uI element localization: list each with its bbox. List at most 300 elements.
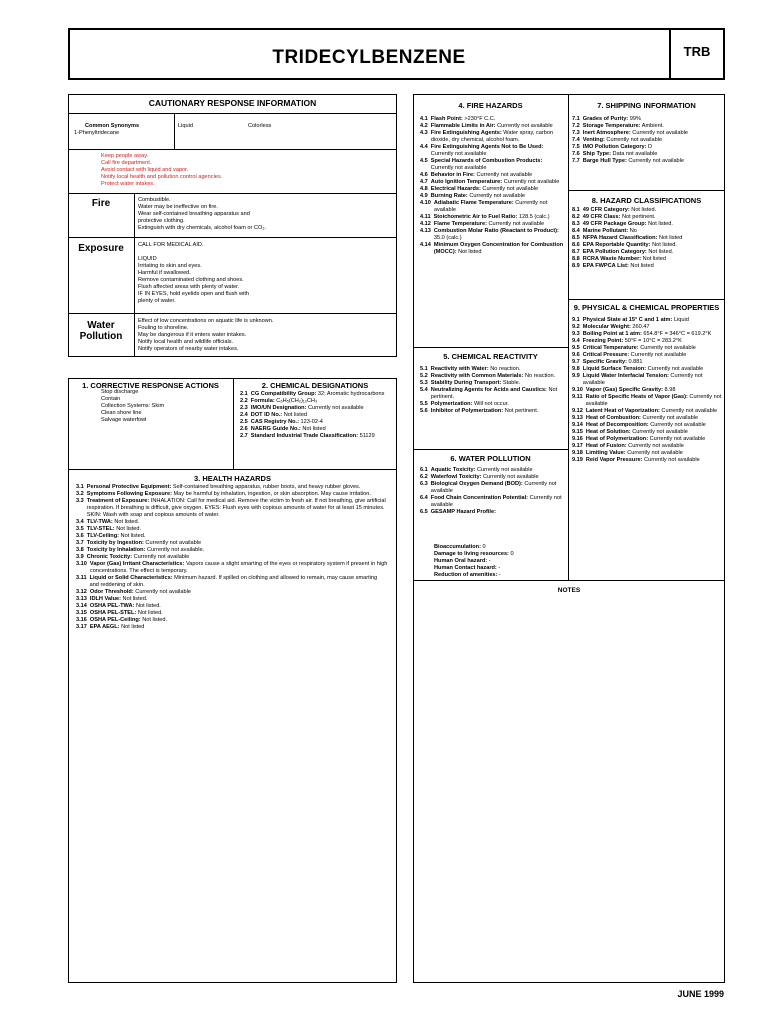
list-item: [572, 249, 722, 256]
list-item: [572, 331, 722, 338]
list-item: [572, 228, 722, 235]
item-label: Heat of Fusion:: [585, 442, 627, 449]
list-item: [572, 436, 722, 443]
item-number: 9.13: [572, 414, 583, 421]
list-item: [76, 540, 388, 547]
item-text: [87, 540, 388, 547]
item-label: Reactivity with Water:: [430, 366, 489, 372]
divider: [68, 113, 397, 114]
fire-line: Water may be ineffective on fire.: [138, 203, 218, 210]
item-text: [90, 561, 388, 575]
exposure-label: Exposure: [78, 243, 124, 254]
item-value: Not listed: [119, 623, 145, 630]
item-number: 4.13: [420, 227, 431, 234]
item-text: [87, 554, 388, 561]
item-label: EPA Pollution Category:: [582, 248, 647, 255]
list-item: [76, 554, 388, 561]
item-text: [583, 249, 722, 256]
list-item: [572, 116, 722, 123]
item-label: Heat of Decomposition:: [585, 421, 649, 428]
item-text: [583, 345, 722, 352]
item-label: Liquid Water Interfacial Tension:: [582, 372, 669, 379]
warning-line: Call fire department.: [101, 159, 152, 166]
item-text: [251, 433, 390, 440]
exposure-lines: [138, 242, 249, 305]
item-label: Fire Extinguishing Agents Not to Be Used:: [430, 143, 544, 150]
item-number: 2.3: [240, 404, 248, 411]
item-label: Standard Industrial Trade Classification:: [250, 432, 359, 439]
item-number: 5.5: [420, 400, 428, 407]
item-number: 9.6: [572, 351, 580, 358]
item-text: [431, 116, 564, 123]
list-item: [572, 207, 722, 214]
fire-line: Extinguish with dry chemicals, alcohol foam or CO₂.: [138, 224, 267, 231]
list-item: [420, 228, 564, 242]
item-text: [434, 544, 564, 551]
item-text: [90, 610, 388, 617]
item-number: 4.12: [420, 220, 431, 227]
item-number: 9.5: [572, 344, 580, 351]
item-label: Ratio of Specific Heats of Vapor (Gas):: [585, 393, 688, 400]
list-item: [76, 519, 388, 526]
item-label: Limiting Value:: [585, 449, 626, 456]
item-label: NAERG Guide No.:: [250, 425, 301, 432]
item-text: [431, 401, 564, 408]
water-line: Effect of low concentrations on aquatic life is unknown.: [138, 318, 274, 324]
exposure-line: Irritating to skin and eyes.: [138, 262, 202, 269]
item-value: No reaction.: [523, 372, 556, 379]
divider: [134, 193, 135, 357]
item-label: Molecular Weight:: [582, 323, 631, 330]
water-label-line: Water: [87, 320, 115, 331]
item-text: [251, 426, 390, 433]
item-number: 3.8: [76, 546, 84, 553]
item-label: CAS Registry No.:: [250, 418, 299, 425]
item-label: Bioaccumulation:: [434, 544, 481, 550]
list-item: [420, 242, 564, 256]
divider: [413, 580, 725, 581]
item-value: Currently not available: [638, 344, 696, 351]
item-number: 7.7: [572, 157, 580, 164]
item-text: [586, 450, 722, 457]
item-text: [87, 547, 388, 554]
item-number: 2.5: [240, 418, 248, 425]
item-number: 3.4: [76, 518, 84, 525]
physical-heading: 9. PHYSICAL & CHEMICAL PROPERTIES: [573, 303, 720, 312]
item-value: Not listed: [641, 255, 666, 262]
item-number: 6.2: [420, 473, 428, 480]
item-text: [586, 422, 722, 429]
item-label: Venting:: [582, 136, 605, 143]
list-item: [572, 324, 722, 331]
item-value: Not listed.: [119, 532, 146, 539]
item-label: EPA AEGL:: [89, 623, 120, 630]
list-item: [76, 575, 388, 589]
item-value: Currently not available: [433, 199, 548, 213]
item-number: 8.4: [572, 227, 580, 234]
item-number: 8.6: [572, 241, 580, 248]
item-text: [434, 221, 564, 228]
item-label: Freezing Point:: [582, 337, 624, 344]
item-number: 4.2: [420, 122, 428, 129]
synonyms-label: Common Synonyms: [85, 123, 140, 129]
fire-line: Wear self-contained breathing apparatus and: [138, 210, 250, 217]
divider: [413, 449, 568, 450]
warning-line: Keep people away.: [101, 153, 149, 159]
item-value: Currently not available: [630, 129, 688, 136]
item-number: 5.6: [420, 407, 428, 414]
item-number: 3.1: [76, 484, 84, 490]
synonym-value: 1-Phenyltridecane: [74, 130, 120, 136]
item-value: 123-02-4: [298, 418, 323, 425]
water-pollution-heading: 6. WATER POLLUTION: [450, 454, 531, 463]
item-value: 50°F = 10°C = 283.2°K: [623, 337, 682, 344]
item-label: Reid Vapor Pressure:: [585, 456, 643, 463]
reactivity-list: [420, 366, 564, 415]
item-label: Chronic Toxicity:: [86, 553, 133, 560]
item-text: [431, 366, 564, 373]
item-number: 9.16: [572, 435, 583, 442]
item-label: Personal Protective Equipment:: [86, 484, 172, 490]
list-item: [572, 415, 722, 422]
item-value: Currently not available: [642, 456, 700, 463]
item-number: 9.17: [572, 442, 583, 449]
item-number: 3.13: [76, 595, 87, 602]
item-number: 8.9: [572, 262, 580, 269]
item-text: [434, 200, 564, 214]
item-label: Inhibitor of Polymerization:: [430, 407, 504, 414]
divider: [68, 149, 397, 150]
item-text: [251, 412, 390, 419]
item-text: [431, 179, 564, 186]
item-label: Special Hazards of Combustion Products:: [430, 157, 543, 164]
item-label: IDLH Value:: [89, 595, 121, 602]
item-label: Minimum Oxygen Concentration for Combustion (MOCC):: [433, 241, 564, 255]
item-number: 9.14: [572, 421, 583, 428]
item-label: Barge Hull Type:: [582, 157, 627, 164]
item-number: 7.3: [572, 129, 580, 136]
item-number: 9.7: [572, 358, 580, 365]
item-label: IMO Pollution Category:: [582, 143, 647, 150]
cautionary-heading: CAUTIONARY RESPONSE INFORMATION: [148, 98, 317, 108]
list-item: [76, 561, 388, 575]
item-label: OSHA PEL-STEL:: [89, 609, 137, 616]
item-label: 49 CFR Category:: [582, 207, 630, 213]
item-value: Currently not available: [430, 480, 557, 494]
list-item: [572, 394, 722, 408]
item-value: 0.881: [626, 358, 643, 365]
list-item: [420, 193, 564, 200]
list-item: [572, 450, 722, 457]
item-text: [431, 193, 564, 200]
item-text: [583, 263, 722, 270]
item-label: Heat of Polymerization:: [585, 435, 649, 442]
item-text: [434, 242, 564, 256]
item-text: [583, 228, 722, 235]
item-value: Currently not available: [648, 421, 706, 428]
list-item: [420, 214, 564, 221]
item-label: Latent Heat of Vaporization:: [585, 407, 660, 414]
item-text: [583, 352, 722, 359]
shipping-list: [572, 116, 722, 165]
list-item: [572, 158, 722, 165]
item-number: 2.7: [240, 432, 248, 439]
item-value: Not pertinent.: [620, 213, 656, 220]
list-item: [240, 433, 390, 440]
list-item: [434, 544, 564, 551]
item-label: Vapor (Gas) Irritant Characteristics:: [89, 560, 185, 567]
item-text: [431, 144, 564, 158]
list-item: [572, 359, 722, 366]
item-number: 5.3: [420, 379, 428, 386]
exposure-line: [138, 249, 249, 256]
item-text: [434, 565, 564, 572]
item-value: Currently not available: [475, 467, 533, 473]
list-item: [572, 408, 722, 415]
list-item: [572, 443, 722, 450]
list-item: [572, 317, 722, 324]
item-text: [583, 366, 722, 373]
item-text: [583, 158, 722, 165]
item-text: [251, 405, 390, 412]
item-value: Not listed.: [134, 602, 161, 609]
item-text: [251, 391, 390, 398]
list-item: [420, 401, 564, 408]
list-item: [572, 387, 722, 394]
shipping-heading: 7. SHIPPING INFORMATION: [597, 101, 696, 110]
list-item: [76, 589, 388, 596]
item-label: Ship Type:: [582, 150, 611, 157]
list-item: [76, 526, 388, 533]
item-value: Not listed.: [120, 595, 148, 602]
list-item: [434, 558, 564, 565]
water-line: Notify operators of nearby water intakes.: [138, 345, 239, 352]
list-item: [420, 373, 564, 380]
item-label: Boiling Point at 1 atm:: [582, 330, 642, 337]
item-label: Stability During Transport:: [430, 379, 502, 386]
item-label: RCRA Waste Number:: [582, 255, 642, 262]
item-text: [90, 589, 388, 596]
list-item: [76, 596, 388, 603]
item-text: [431, 387, 564, 401]
item-number: 5.4: [420, 386, 428, 393]
fire-label: Fire: [91, 198, 111, 209]
item-value: Currently not available: [640, 414, 699, 421]
list-item: [240, 426, 390, 433]
item-text: [586, 387, 722, 394]
item-text: [431, 186, 564, 193]
item-label: Symptoms Following Exposure:: [86, 490, 172, 497]
item-text: [90, 617, 388, 624]
item-label: Stoichometric Air to Fuel Ratio:: [433, 213, 518, 220]
divider: [68, 237, 397, 238]
item-value: Currently not available: [467, 192, 525, 199]
item-label: Reduction of amenities:: [434, 571, 498, 578]
water-lines: [138, 318, 273, 353]
item-number: 8.5: [572, 234, 580, 241]
item-label: NFPA Hazard Classification:: [582, 234, 658, 241]
exposure-line: Flush affected areas with plenty of water.: [138, 283, 240, 290]
designations-list: [240, 391, 390, 440]
item-value: 128.5 (calc.): [517, 213, 550, 220]
item-label: Critical Pressure:: [582, 351, 630, 358]
hazard-list: [572, 207, 722, 270]
item-number: 8.8: [572, 255, 580, 262]
water-line: Notify local health and wildlife officials.: [138, 338, 234, 345]
item-value: Not listed: [657, 234, 683, 241]
water-pollution-label: [68, 320, 134, 342]
item-value: Not listed: [456, 248, 482, 255]
corrective-line: Collection Systems: Skim: [101, 402, 165, 409]
list-item: [240, 398, 390, 405]
item-text: [583, 331, 722, 338]
list-item: [420, 221, 564, 228]
list-item: [572, 130, 722, 137]
item-value: -: [487, 557, 491, 564]
list-item: [420, 408, 564, 415]
item-label: Critical Temperature:: [582, 344, 639, 351]
item-value: >230°F C.C.: [462, 116, 496, 122]
item-label: OSHA PEL-TWA:: [89, 602, 135, 609]
fire-line: Combustible.: [138, 197, 171, 203]
item-number: 4.3: [420, 129, 428, 136]
water-label-line: Pollution: [79, 331, 123, 342]
item-label: Biological Oxygen Demand (BOD):: [430, 480, 523, 487]
item-text: [586, 394, 722, 408]
item-text: [583, 221, 722, 228]
item-label: Fire Extinguishing Agents:: [430, 129, 502, 136]
item-value: Currently not available: [502, 178, 560, 185]
item-value: Not listed.: [646, 248, 674, 255]
item-value: Currently not available: [626, 157, 685, 164]
item-value: Currently not available: [430, 150, 487, 157]
physical-list: [572, 317, 722, 464]
corrective-line: Stop discharge: [101, 389, 139, 395]
list-item: [420, 474, 564, 481]
item-value: Not listed: [300, 425, 326, 432]
item-value: Not pertinent.: [503, 407, 539, 414]
item-text: [583, 116, 722, 123]
divider: [568, 299, 725, 300]
item-label: Specific Gravity:: [582, 358, 627, 365]
item-label: Food Chain Concentration Potential:: [430, 494, 529, 501]
item-label: Toxicity by Inhalation:: [86, 546, 146, 553]
item-number: 9.19: [572, 456, 583, 463]
item-text: [586, 408, 722, 415]
item-label: Reactivity with Common Materials:: [430, 372, 524, 379]
item-value: 0: [508, 550, 514, 557]
item-value: Currently not available: [480, 185, 539, 192]
item-value: Currently not available: [486, 220, 545, 227]
list-item: [76, 491, 388, 498]
item-value: 0: [480, 544, 486, 550]
item-value: Currently not available: [646, 365, 704, 372]
list-item: [76, 547, 388, 554]
item-number: 7.4: [572, 136, 580, 143]
footer-date: JUNE 1999: [677, 989, 724, 999]
item-value: Ambient.: [640, 122, 664, 129]
corrective-line: Clean shore line: [101, 409, 142, 416]
list-item: [572, 373, 722, 387]
item-text: [90, 596, 388, 603]
item-number: 3.15: [76, 609, 87, 616]
list-item: [240, 412, 390, 419]
item-label: EPA FWPCA List:: [582, 262, 629, 269]
list-item: [434, 565, 564, 572]
item-number: 9.2: [572, 323, 580, 330]
item-text: [583, 242, 722, 249]
reactivity-heading: 5. CHEMICAL REACTIVITY: [443, 352, 538, 361]
list-item: [572, 242, 722, 249]
list-item: [76, 624, 388, 631]
chemical-code: TRB: [683, 44, 711, 59]
item-text: [431, 474, 564, 481]
item-number: 7.6: [572, 150, 580, 157]
item-value: Not listed.: [114, 525, 142, 532]
item-label: TLV-TWA:: [86, 518, 113, 525]
item-number: 3.12: [76, 588, 87, 595]
exposure-line: Harmful if swallowed.: [138, 269, 191, 276]
divider: [68, 469, 397, 470]
item-value: 260.47: [630, 323, 650, 330]
notes-heading: NOTES: [557, 587, 581, 594]
item-text: [583, 137, 722, 144]
item-number: 8.2: [572, 213, 580, 220]
item-value: Currently not available: [604, 136, 663, 143]
item-number: 2.2: [240, 397, 248, 404]
list-item: [572, 256, 722, 263]
corrective-line: Contain: [101, 395, 121, 402]
list-item: [420, 172, 564, 179]
item-number: 4.4: [420, 143, 428, 150]
item-number: 7.1: [572, 116, 580, 122]
item-text: [583, 373, 722, 387]
item-value: Currently not available: [629, 351, 687, 358]
item-label: Liquid Surface Tension:: [582, 365, 647, 372]
item-value: Currently not available: [306, 404, 364, 411]
item-number: 8.7: [572, 248, 580, 255]
item-number: 9.1: [572, 317, 580, 323]
divider: [174, 113, 175, 149]
item-label: 49 CFR Package Group:: [582, 220, 647, 227]
list-item: [572, 457, 722, 464]
list-item: [572, 345, 722, 352]
item-label: CG Compatibility Group:: [250, 391, 317, 397]
divider: [568, 94, 569, 580]
health-heading: 3. HEALTH HAZARDS: [194, 474, 271, 483]
item-text: [87, 533, 388, 540]
item-value: Currently not available: [648, 435, 706, 442]
item-number: 9.18: [572, 449, 583, 456]
item-number: 4.14: [420, 241, 431, 248]
item-number: 4.8: [420, 185, 428, 192]
item-label: Marine Pollutant:: [582, 227, 629, 234]
item-text: [583, 214, 722, 221]
item-text: [586, 457, 722, 464]
item-number: 2.6: [240, 425, 248, 432]
corrective-lines: [101, 389, 164, 424]
item-text: [431, 172, 564, 179]
item-number: 9.3: [572, 330, 580, 337]
item-number: 3.6: [76, 532, 84, 539]
item-label: Formula:: [250, 397, 275, 404]
item-number: 8.3: [572, 220, 580, 227]
item-value: D: [646, 143, 653, 150]
item-label: Odor Threshold:: [89, 588, 134, 595]
item-number: 2.4: [240, 411, 248, 418]
item-number: 5.2: [420, 372, 428, 379]
item-label: Storage Temperature:: [582, 122, 641, 129]
